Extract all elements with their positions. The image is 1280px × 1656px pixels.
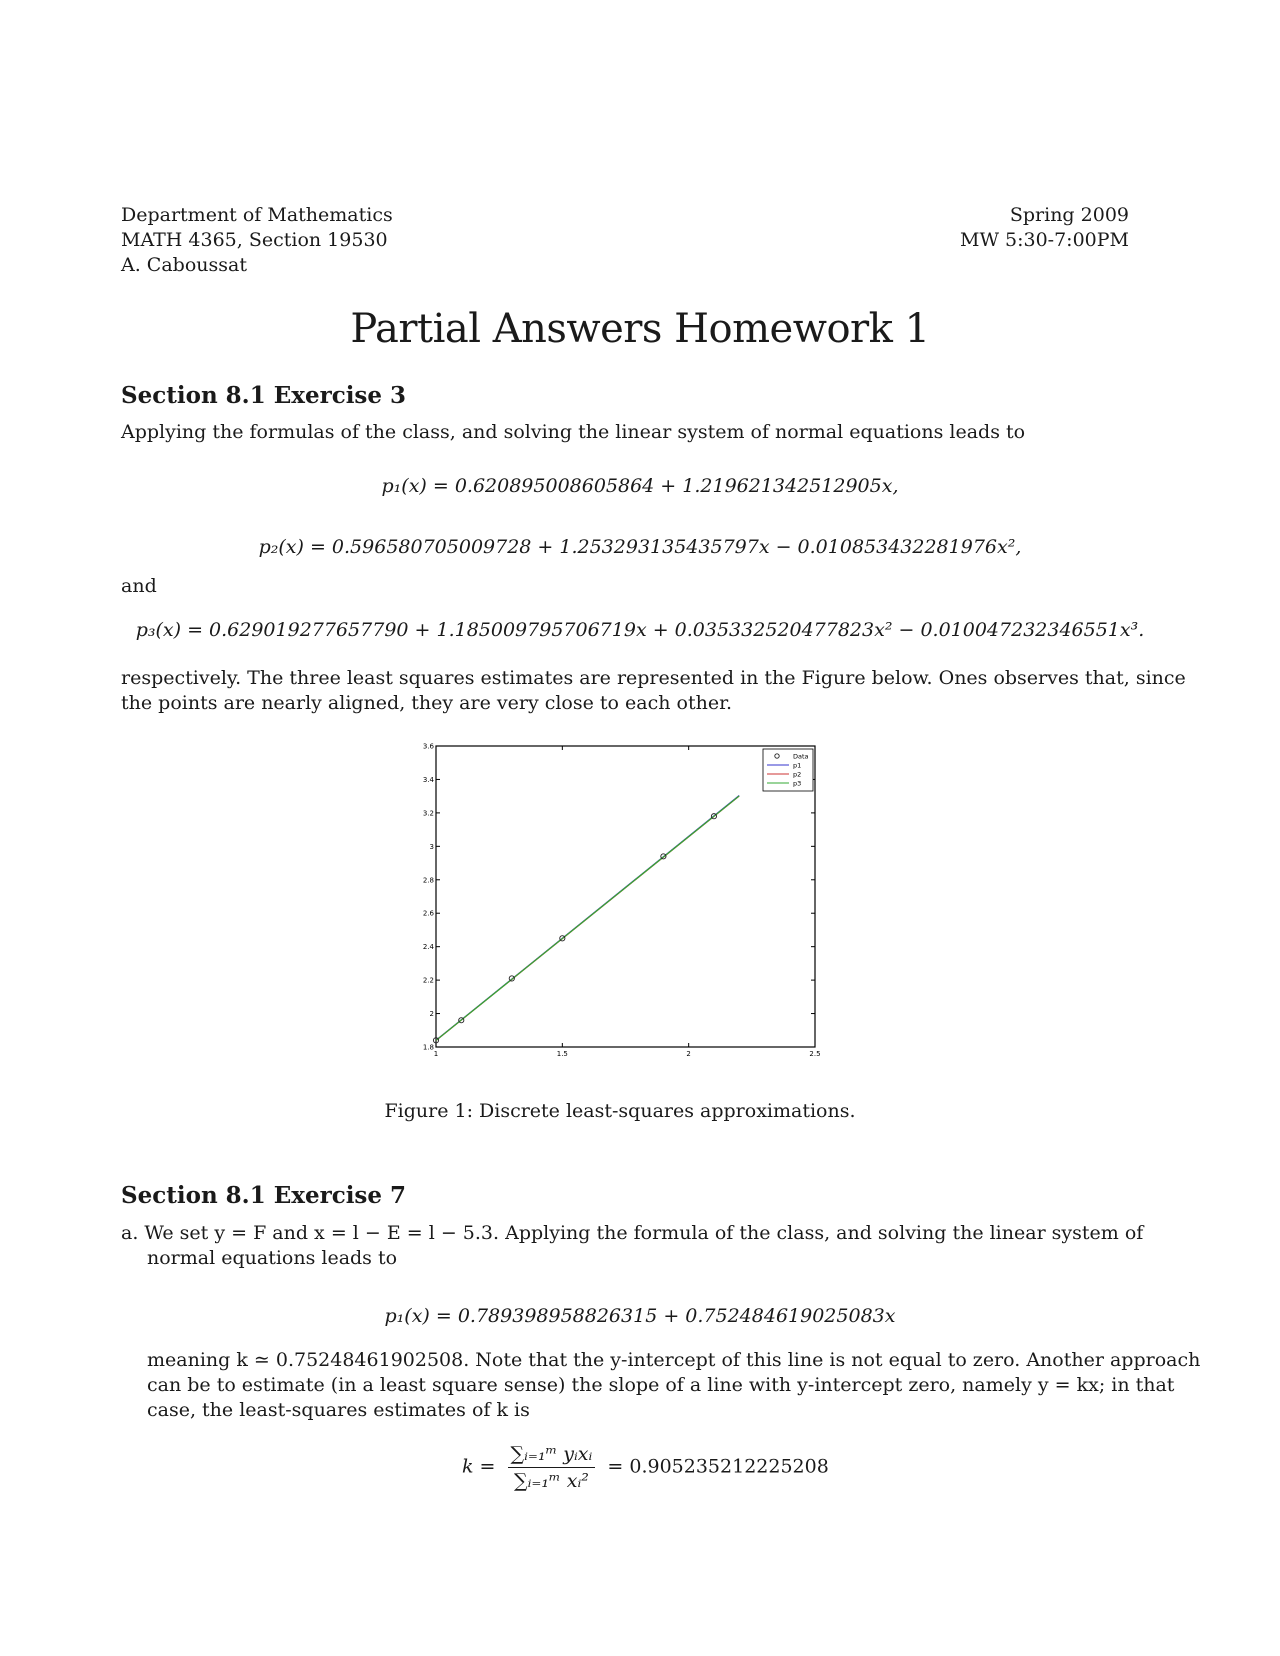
y-tick-label: 2.2 [422,976,434,985]
k-lhs: k = [462,1455,496,1478]
instructor: A. Caboussat [121,254,247,276]
meeting-time: MW 5:30-7:00PM [959,229,1129,251]
x-tick-label: 2.5 [809,1050,821,1058]
k-denominator: ∑ᵢ₌₁ᵐ xᵢ² [514,1470,589,1492]
y-tick-label: 3.4 [422,775,434,784]
header-left [121,203,393,278]
legend-label: Data [793,752,809,761]
y-tick-label: 2.4 [422,943,434,952]
k-rhs: = 0.905235212225208 [607,1455,829,1478]
remark-line1: respectively. The three least squares estimates are represented in the Figure below. Ones observes that, since [121,667,1186,689]
meaning-line3: case, the least-squares estimates of k is [147,1399,530,1421]
y-tick-label: 3.6 [422,742,434,751]
equation-ex7-p1: p₁(x) = 0.789398958826315 + 0.752484619025083x [384,1305,896,1327]
y-tick-label: 1.8 [422,1043,434,1052]
y-tick-label: 2 [429,1010,434,1019]
k-fraction [508,1443,596,1492]
y-tick-label: 2.6 [422,909,434,918]
legend-label: p2 [793,770,802,779]
page-title: Partial Answers Homework 1 [350,306,930,352]
equation-p3: p₃(x) = 0.629019277657790 + 1.185009795706719x + 0.035332520477823x² − 0.010047232346551x³. [135,619,1145,641]
y-tick-label: 2.8 [422,876,434,885]
course: MATH 4365, Section 19530 [121,229,388,251]
x-tick-label: 1 [433,1050,439,1058]
y-tick-label: 3.2 [422,809,434,818]
section1-remark [121,666,1186,716]
k-numerator: ∑ᵢ₌₁ᵐ yᵢxᵢ [508,1443,596,1468]
figure-1-chart [400,738,830,1060]
x-tick-label: 2 [686,1050,691,1058]
figure-caption: Figure 1: Discrete least-squares approximations. [384,1100,856,1122]
section-heading-ex3: Section 8.1 Exercise 3 [121,382,407,409]
section-heading-ex7: Section 8.1 Exercise 7 [121,1182,407,1209]
part-a-intro [121,1221,1143,1271]
remark-line2: the points are nearly aligned, they are very close to each other. [121,692,733,714]
legend [763,749,813,791]
department: Department of Mathematics [121,204,393,226]
equation-k [462,1443,829,1492]
word-and: and [121,575,157,597]
plot-frame [436,746,815,1047]
equation-p2: p₂(x) = 0.596580705009728 + 1.253293135435797x − 0.010853432281976x², [258,536,1022,558]
meaning-line1: meaning k ≃ 0.75248461902508. Note that the y-intercept of this line is not equal to zero. Another approach [147,1349,1201,1371]
y-tick-label: 3 [429,842,434,851]
header-right [960,203,1129,253]
part-a-line1: a. We set y = F and x = l − E = l − 5.3. Applying the formula of the class, and solving the linear system of [121,1222,1144,1244]
term: Spring 2009 [1009,204,1129,226]
equation-p1: p₁(x) = 0.620895008605864 + 1.219621342512905x, [381,475,899,497]
meaning-line2: can be to estimate (in a least square sense) the slope of a line with y-intercept zero, namely y = kx; in that [147,1374,1175,1396]
part-a-line2: normal equations leads to [147,1247,398,1269]
legend-label: p1 [793,761,802,770]
section1-intro: Applying the formulas of the class, and solving the linear system of normal equations leads to [121,421,1026,443]
part-a-meaning [147,1348,1200,1423]
legend-label: p3 [793,779,802,788]
x-tick-label: 1.5 [556,1050,568,1058]
